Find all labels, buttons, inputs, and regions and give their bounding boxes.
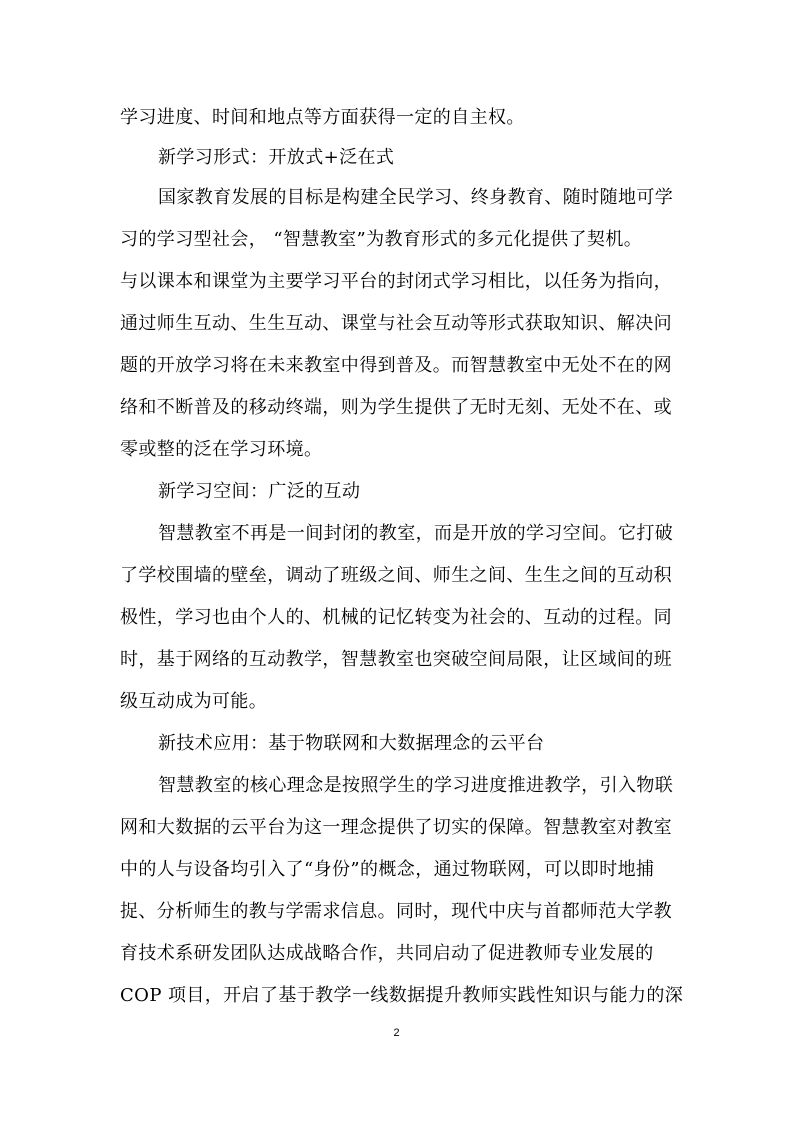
section-heading: 新学习空间：广泛的互动 — [158, 481, 361, 502]
text-line: 了学校围墙的壁垒，调动了班级之间、师生之间、生生之间的互动积 — [120, 565, 672, 586]
text-line: 育技术系研发团队达成战略合作，共同启动了促进教师专业发展的 — [120, 943, 654, 964]
text-line: 极性，学习也由个人的、机械的记忆转变为社会的、互动的过程。同 — [120, 607, 672, 628]
text-line: 零或整的泛在学习环境。 — [120, 439, 323, 460]
section-heading: 新技术应用：基于物联网和大数据理念的云平台 — [158, 733, 545, 754]
text-line: 络和不断普及的移动终端，则为学生提供了无时无刻、无处不在、或 — [120, 397, 672, 418]
text-line: 中的人与设备均引入了“身份”的概念，通过物联网，可以即时地捕 — [120, 859, 655, 880]
text-line: 级互动成为可能。 — [120, 691, 268, 712]
text-line: 通过师生互动、生生互动、课堂与社会互动等形式获取知识、解决问 — [120, 313, 672, 334]
text-line: COP 项目，开启了基于教学一线数据提升教师实践性知识与能力的深 — [120, 985, 684, 1006]
text-line: 学习进度、时间和地点等方面获得一定的自主权。 — [120, 107, 525, 128]
text-line: 网和大数据的云平台为这一理念提供了切实的保障。智慧教室对教室 — [120, 817, 672, 838]
text-line: 与以课本和课堂为主要学习平台的封闭式学习相比，以任务为指向， — [120, 271, 672, 292]
text-line: 捉、分析师生的教与学需求信息。同时，现代中庆与首都师范大学教 — [120, 901, 672, 922]
section-heading: 新学习形式：开放式+泛在式 — [158, 147, 395, 168]
text-line: 题的开放学习将在未来教室中得到普及。而智慧教室中无处不在的网 — [120, 355, 672, 376]
text-line: 国家教育发展的目标是构建全民学习、终身教育、随时随地可学 — [158, 187, 674, 208]
text-line: 智慧教室不再是一间封闭的教室，而是开放的学习空间。它打破 — [158, 523, 674, 544]
text-line: 习的学习型社会， “智慧教室”为教育形式的多元化提供了契机。 — [120, 229, 643, 250]
page-number: 2 — [393, 1027, 400, 1039]
text-line: 智慧教室的核心理念是按照学生的学习进度推进教学，引入物联 — [158, 775, 674, 796]
text-line: 时，基于网络的互动教学，智慧教室也突破空间局限，让区域间的班 — [120, 649, 672, 670]
